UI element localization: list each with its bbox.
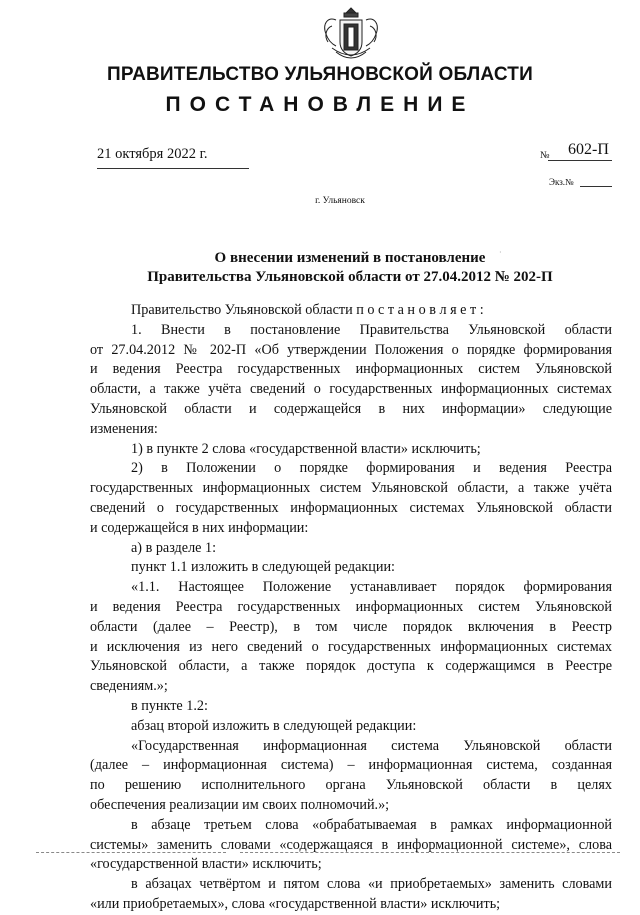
document-title — [90, 249, 610, 287]
body-line: 1. Внести в постановление Правительства Ульяновской области — [131, 321, 612, 338]
scan-mark: · — [499, 248, 502, 257]
number-underline — [548, 160, 612, 161]
number-prefix: № — [540, 150, 550, 161]
body-line: системы» заменить словами «содержащаяся в информационной системе», слова — [90, 836, 612, 853]
body-line: и исключения из него сведений о государственных информационных системах — [90, 638, 612, 655]
document-date: 21 октября 2022 г. — [97, 146, 208, 162]
body-line: изменения: — [90, 420, 158, 437]
body-line: пункт 1.1 изложить в следующей редакции: — [131, 559, 395, 576]
title-line-2: Правительства Ульяновской области от 27.04.2012 № 202-П — [147, 269, 553, 285]
body-line: области (далее – Реестр), в том числе порядок включения в Реестр — [90, 618, 612, 635]
body-line: от 27.04.2012 № 202-П «Об утверждении Положения о порядке формирования — [90, 341, 612, 358]
date-underline — [97, 168, 249, 169]
body-line: в абзацах четвёртом и пятом слова «и приобретаемых» заменить словами — [131, 876, 612, 893]
government-name: ПРАВИТЕЛЬСТВО УЛЬЯНОВСКОЙ ОБЛАСТИ — [107, 64, 533, 85]
body-line: 1) в пункте 2 слова «государственной власти» исключить; — [131, 440, 481, 457]
body-line: государственных информационных систем Ульяновской области, а также учёта — [90, 480, 612, 497]
body-line: Ульяновской области и содержащейся в них информации» следующие — [90, 400, 612, 417]
document-number: 602-П — [568, 141, 609, 158]
city-name: г. Ульяновск — [315, 196, 365, 206]
coat-of-arms-emblem — [318, 6, 384, 66]
body-line: и ведения Реестра государственных информационных систем Ульяновской — [90, 361, 612, 378]
body-line: а) в разделе 1: — [131, 539, 217, 556]
body-line: «или приобретаемых», слова «государственной власти» исключить; — [90, 895, 501, 912]
body-line: Ульяновской области, а также порядок доступа к содержащимся в Реестре — [90, 658, 612, 675]
body-line: и ведения Реестра государственных информационных систем Ульяновской — [90, 598, 612, 615]
body-line: «Государственная информационная система Ульяновской области — [131, 737, 612, 754]
body-line: области, а также учёта сведений о государственных информационных системах — [90, 381, 612, 398]
body-line: и содержащейся в них информации: — [90, 519, 309, 536]
document-body — [90, 301, 612, 915]
body-line: в абзаце третьем слова «обрабатываемая в рамках информационной — [131, 816, 612, 833]
copy-label: Экз.№ — [549, 177, 574, 187]
body-line: абзац второй изложить в следующей редакции: — [131, 717, 417, 734]
body-line: «1.1. Настоящее Положение устанавливает порядок формирования — [131, 579, 612, 596]
body-line: сведениям.»; — [90, 678, 168, 695]
body-line: обеспечения реализации им своих полномочий.»; — [90, 796, 390, 813]
body-line: в пункте 1.2: — [131, 697, 208, 714]
body-line: сведений о государственных информационных системах Ульяновской области — [90, 499, 612, 516]
body-line: «государственной власти» исключить; — [90, 856, 322, 873]
body-line: по решению исполнительного органа Ульяновской области в целях — [90, 777, 612, 794]
body-line: Правительство Ульяновской области п о с т а н о в л я е т : — [131, 302, 484, 318]
document-type: ПОСТАНОВЛЕНИЕ — [165, 93, 475, 116]
body-line: (далее – информационная система) – информационная система, созданная — [90, 757, 612, 774]
footer-rule-right — [240, 852, 620, 853]
footer-rule-left — [36, 852, 226, 853]
body-line: 2) в Положении о порядке формирования и ведения Реестра — [131, 460, 612, 477]
copy-underline — [580, 186, 612, 187]
title-line-1: О внесении изменений в постановление — [214, 250, 486, 266]
